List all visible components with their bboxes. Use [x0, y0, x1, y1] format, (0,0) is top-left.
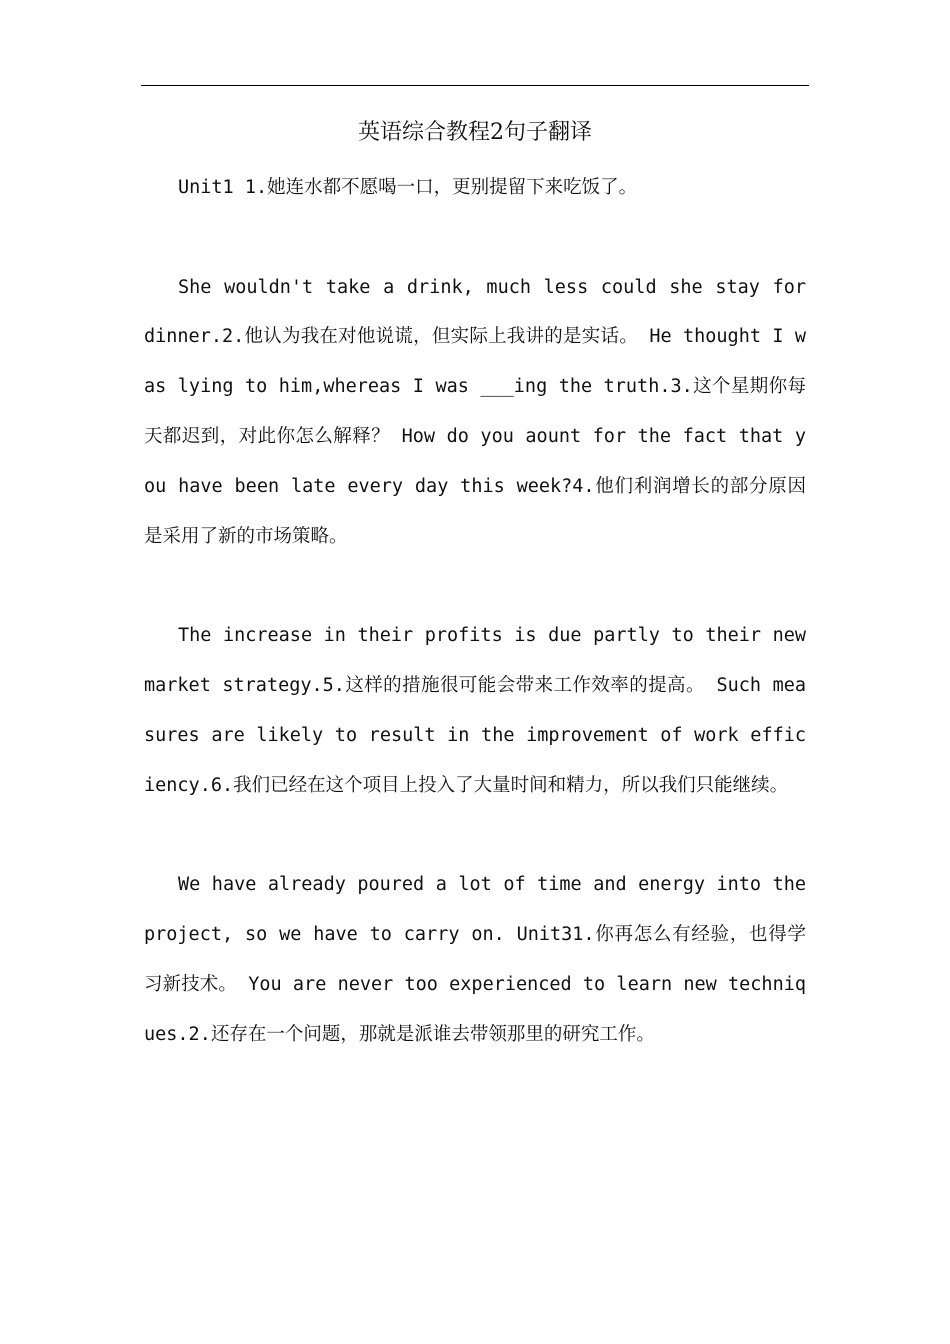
paragraph: The increase in their profits is due partly to their new market strategy.5.这样的措施很可能会带来工作效率的提高。 Such measures are likely to result in the improvement of work efficiency.6.我们已经在这个项目上投入了大量时间和精力，所以我们只能继续。 — [144, 625, 806, 796]
paragraph: Unit1 1.她连水都不愿喝一口，更别提留下来吃饭了。 — [178, 177, 638, 198]
document-title: 英语综合教程2句子翻译 — [358, 120, 592, 145]
document-body — [144, 163, 806, 1109]
header-rule — [141, 85, 809, 86]
paragraph: She wouldn't take a drink, much less could she stay for dinner.2.他认为我在对他说谎，但实际上我讲的是实话。 He thought I was lying to him,whereas I was ___ing the truth.3.这个星期你每天都迟到，对此你怎么解释？ How do you aount for the fact that you have been late every day this week?4.他们利润增长的部分原因是采用了新的市场策略。 — [144, 276, 806, 547]
paragraph: We have already poured a lot of time and energy into the project, so we have to carry on. Unit31.你再怎么有经验，也得学习新技术。 You are never too experienced to learn new techniques.2.还存在一个问题，那就是派谁去带领那里的研究工作。 — [144, 874, 806, 1045]
